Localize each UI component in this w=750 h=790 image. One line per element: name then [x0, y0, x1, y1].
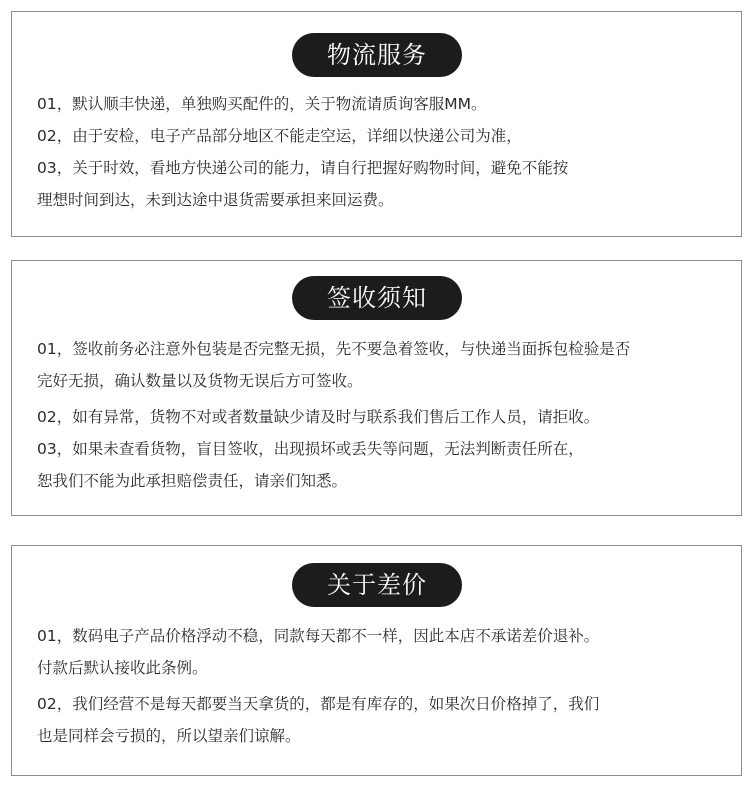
- list-item: [37, 620, 733, 684]
- section-delivery-receipt: [11, 260, 742, 516]
- section-body: [37, 88, 733, 216]
- list-item-line: 02，我们经营不是每天都要当天拿货的，都是有库存的，如果次日价格掉了，我们: [37, 695, 600, 713]
- list-item-line: 02，由于安检，电子产品部分地区不能走空运，详细以快递公司为准，: [37, 127, 522, 145]
- list-item: [37, 433, 733, 497]
- list-item-line: 02，如有异常，货物不对或者数量缺少请及时与联系我们售后工作人员，请拒收。: [37, 408, 600, 426]
- list-item: [37, 333, 733, 397]
- section-title: 签收须知: [292, 276, 462, 320]
- list-item-line: 01，数码电子产品价格浮动不稳，同款每天都不一样，因此本店不承诺差价退补。: [37, 627, 600, 645]
- list-item: [37, 120, 733, 152]
- list-item-line: 01，签收前务必注意外包装是否完整无损，先不要急着签收，与快递当面拆包检验是否: [37, 340, 631, 358]
- list-item-line: 恕我们不能为此承担赔偿责任，请亲们知悉。: [37, 472, 348, 490]
- list-item-line: 03，关于时效，看地方快递公司的能力，请自行把握好购物时间，避免不能按: [37, 159, 569, 177]
- section-body: [37, 620, 733, 752]
- section-body: [37, 333, 733, 497]
- section-title: 物流服务: [292, 33, 462, 77]
- section-title: 关于差价: [292, 563, 462, 607]
- list-item-line: 03，如果未查看货物，盲目签收，出现损坏或丢失等问题，无法判断责任所在，: [37, 440, 584, 458]
- section-shipping-service: [11, 11, 742, 237]
- list-item-line: 理想时间到达，未到达途中退货需要承担来回运费。: [37, 191, 394, 209]
- list-item: [37, 688, 733, 752]
- section-price-difference: [11, 545, 742, 776]
- list-item-line: 01，默认顺丰快递，单独购买配件的，关于物流请质询客服MM。: [37, 95, 487, 113]
- list-item-line: 完好无损，确认数量以及货物无误后方可签收。: [37, 372, 363, 390]
- list-item: [37, 401, 733, 433]
- list-item: [37, 88, 733, 120]
- list-item: [37, 152, 733, 216]
- list-item-line: 也是同样会亏损的，所以望亲们谅解。: [37, 727, 301, 745]
- list-item-line: 付款后默认接收此条例。: [37, 659, 208, 677]
